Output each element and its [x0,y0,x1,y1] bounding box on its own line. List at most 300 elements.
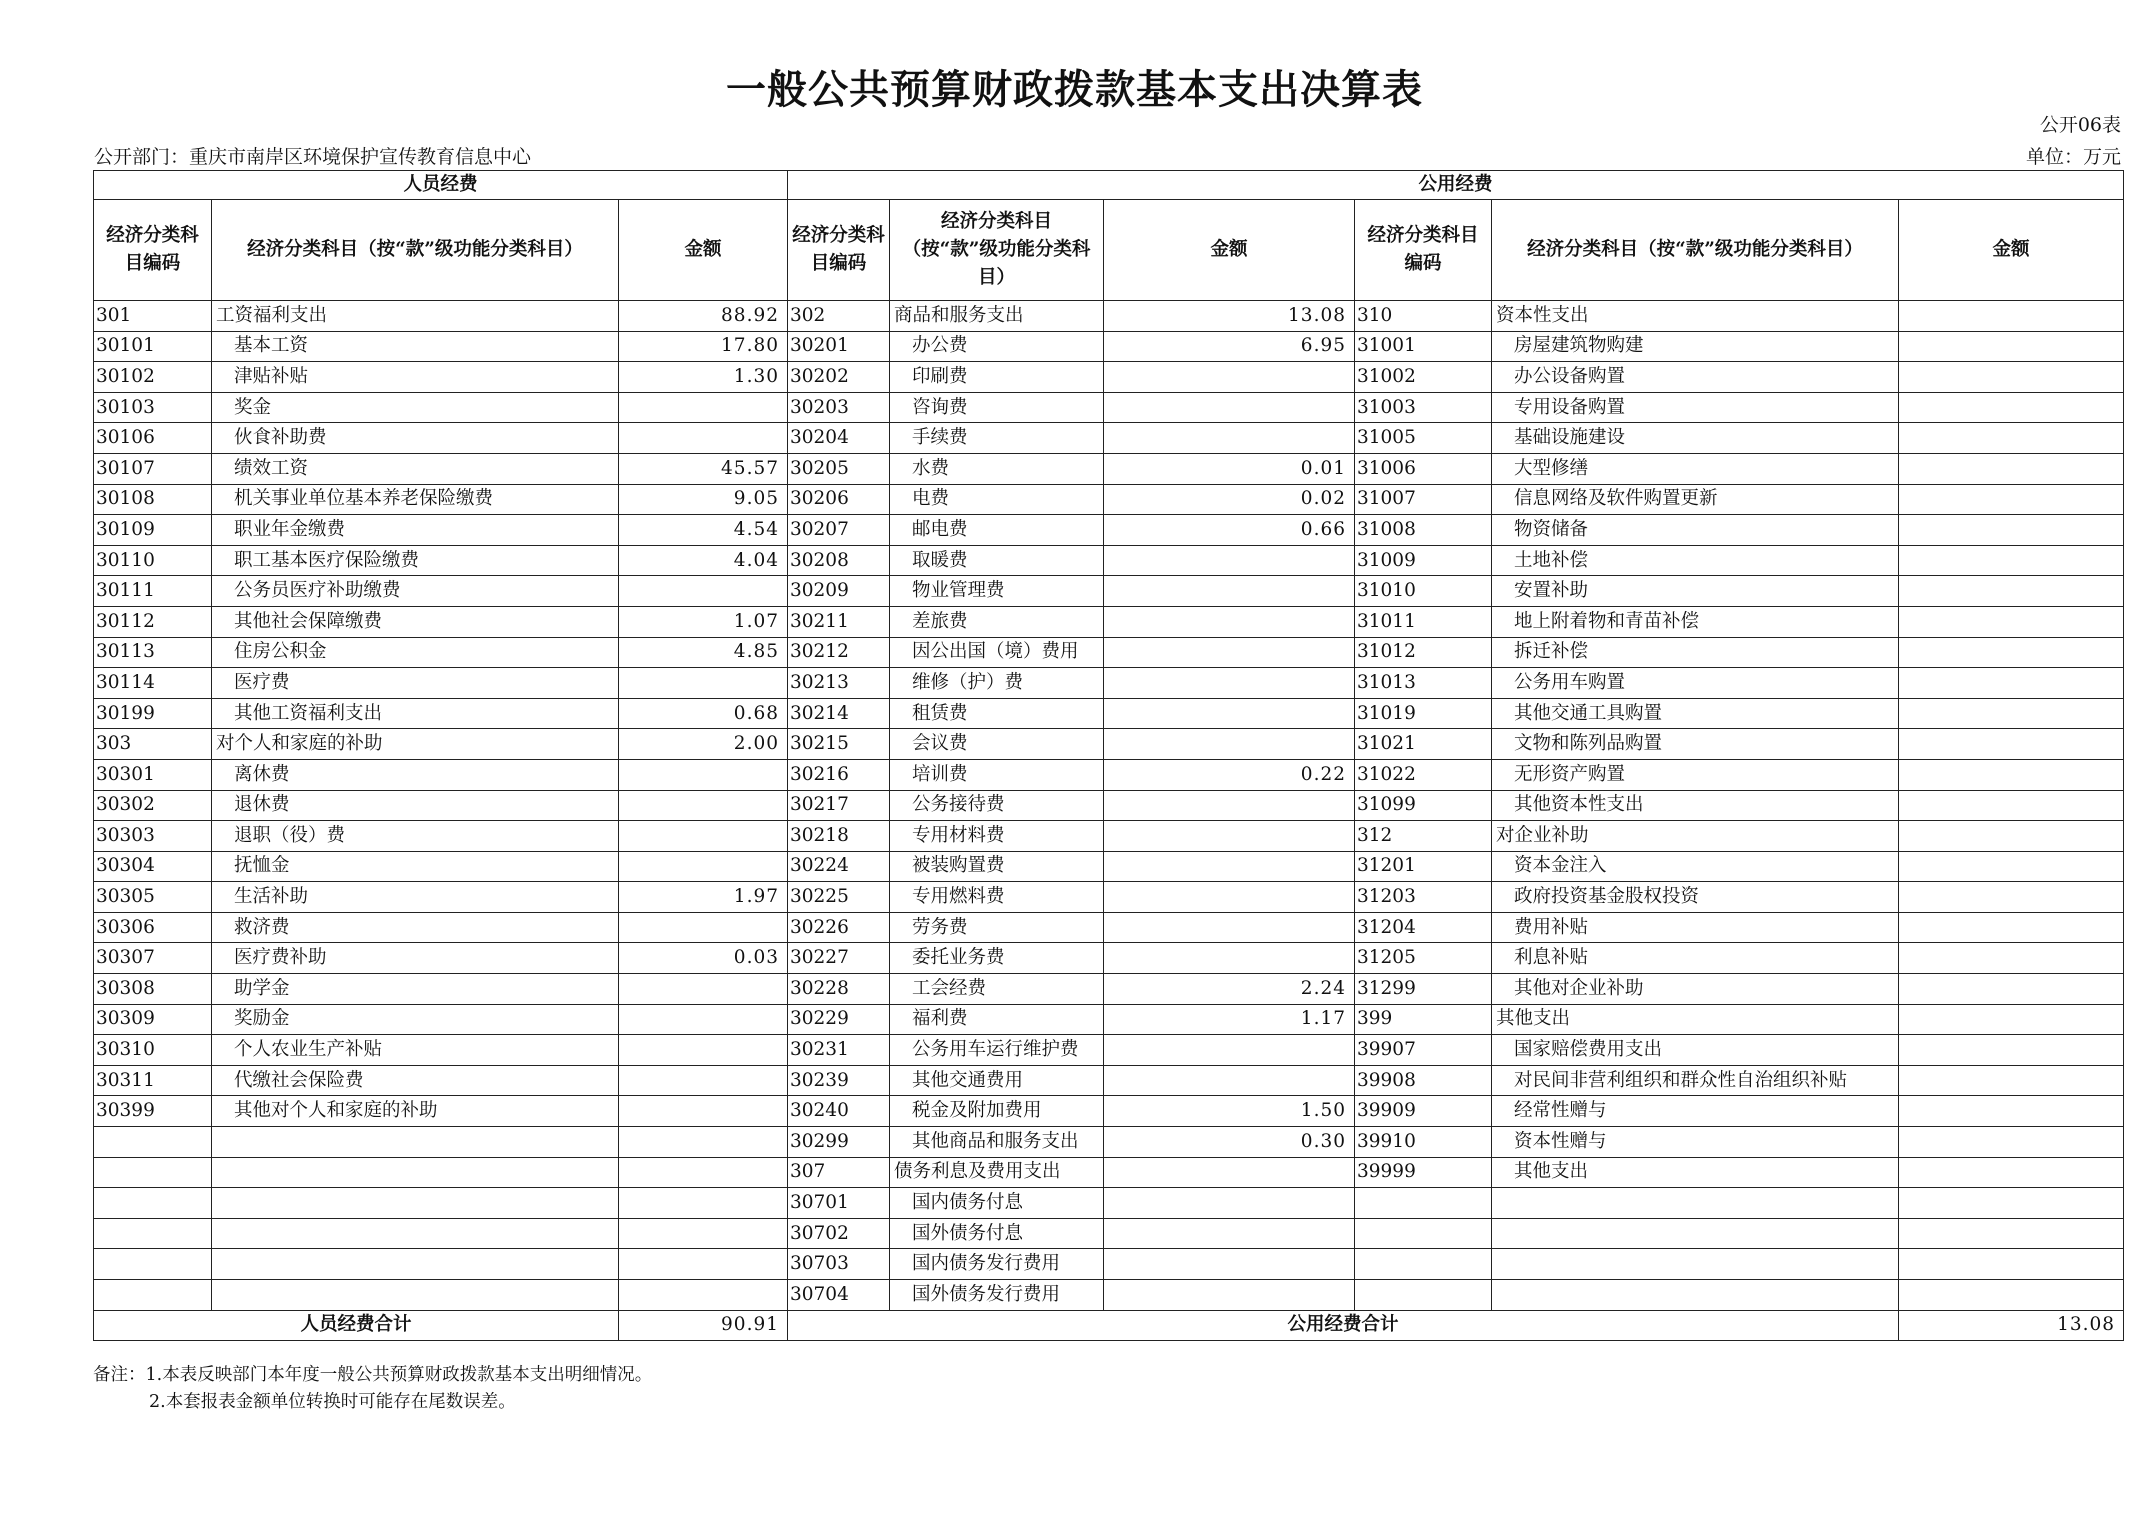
item-name: 其他商品和服务支出 [890,1127,1104,1158]
item-amount: 88.92 [619,301,788,332]
item-amount: 1.30 [619,362,788,393]
table-row [94,515,2124,546]
item-code: 30302 [94,790,212,821]
item-name: 大型修缮 [1492,453,1899,484]
item-code [1355,1188,1492,1219]
item-code: 30207 [788,515,890,546]
item-name: 劳务费 [890,912,1104,943]
col-header-name: 经济分类科目（按“款”级功能分类科目） [890,200,1104,301]
item-amount [1104,1249,1355,1280]
item-code: 303 [94,729,212,760]
item-code: 31002 [1355,362,1492,393]
item-name: 代缴社会保险费 [212,1065,619,1096]
table-row [94,637,2124,668]
item-amount: 2.00 [619,729,788,760]
item-code: 30215 [788,729,890,760]
item-amount [1104,545,1355,576]
item-amount [1104,882,1355,913]
col-header-amount: 金额 [619,200,788,301]
item-name: 工资福利支出 [212,301,619,332]
item-name: 住房公积金 [212,637,619,668]
item-amount [1104,912,1355,943]
item-code [94,1249,212,1280]
item-code: 30226 [788,912,890,943]
item-code [94,1127,212,1158]
item-name: 被装购置费 [890,851,1104,882]
item-name: 工会经费 [890,974,1104,1005]
item-name: 债务利息及费用支出 [890,1157,1104,1188]
item-code: 30299 [788,1127,890,1158]
item-code: 30202 [788,362,890,393]
item-name: 其他交通工具购置 [1492,698,1899,729]
col-header-code: 经济分类科目编码 [1355,200,1492,301]
item-code: 39909 [1355,1096,1492,1127]
item-name: 对企业补助 [1492,821,1899,852]
col-header-name: 经济分类科目（按“款”级功能分类科目） [1492,200,1899,301]
item-code: 30704 [788,1280,890,1311]
item-code: 39999 [1355,1157,1492,1188]
item-code: 30199 [94,698,212,729]
item-code: 30102 [94,362,212,393]
item-code: 31204 [1355,912,1492,943]
item-code [94,1218,212,1249]
item-amount [619,1035,788,1066]
table-row [94,362,2124,393]
item-name [212,1280,619,1311]
item-code: 31203 [1355,882,1492,913]
item-code: 30209 [788,576,890,607]
item-amount [1899,1035,2124,1066]
table-row [94,974,2124,1005]
item-code: 30109 [94,515,212,546]
item-name: 国内债务发行费用 [890,1249,1104,1280]
item-amount [619,1004,788,1035]
item-code: 312 [1355,821,1492,852]
item-amount [1104,729,1355,760]
item-amount: 0.66 [1104,515,1355,546]
item-name: 拆迁补偿 [1492,637,1899,668]
item-name: 手续费 [890,423,1104,454]
col-header-amount: 金额 [1899,200,2124,301]
item-code: 31012 [1355,637,1492,668]
item-name: 办公费 [890,331,1104,362]
item-code: 30228 [788,974,890,1005]
table-row [94,453,2124,484]
item-amount [1899,331,2124,362]
item-code: 31013 [1355,668,1492,699]
item-amount [619,1096,788,1127]
item-code [94,1188,212,1219]
item-name: 国家赔偿费用支出 [1492,1035,1899,1066]
item-name [1492,1249,1899,1280]
item-amount: 9.05 [619,484,788,515]
department-name: 重庆市南岸区环境保护宣传教育信息中心 [189,146,532,168]
table-row [94,606,2124,637]
item-code: 39910 [1355,1127,1492,1158]
item-name: 费用补贴 [1492,912,1899,943]
item-code: 31005 [1355,423,1492,454]
item-name: 专用燃料费 [890,882,1104,913]
item-name: 委托业务费 [890,943,1104,974]
item-name: 对民间非营利组织和群众性自治组织补贴 [1492,1065,1899,1096]
item-name: 文物和陈列品购置 [1492,729,1899,760]
form-number: 公开06表 [2039,114,2121,136]
item-code: 30204 [788,423,890,454]
item-amount [1104,668,1355,699]
table-row [94,1004,2124,1035]
item-amount [1104,1218,1355,1249]
item-amount: 1.17 [1104,1004,1355,1035]
item-name: 其他对个人和家庭的补助 [212,1096,619,1127]
item-name: 专用设备购置 [1492,392,1899,423]
notes [93,1362,652,1416]
item-name: 租赁费 [890,698,1104,729]
item-amount [1899,1004,2124,1035]
table-row [94,790,2124,821]
item-amount: 6.95 [1104,331,1355,362]
item-amount: 4.85 [619,637,788,668]
item-name: 公务用车购置 [1492,668,1899,699]
item-amount [619,1157,788,1188]
unit-label: 单位：万元 [2025,146,2121,168]
item-code: 30703 [788,1249,890,1280]
item-name: 咨询费 [890,392,1104,423]
note-2: 2.本套报表金额单位转换时可能存在尾数误差。 [149,1392,516,1412]
item-amount [619,1065,788,1096]
item-code: 31019 [1355,698,1492,729]
expenditure-table [93,170,2124,1341]
item-amount [1899,821,2124,852]
item-name: 福利费 [890,1004,1104,1035]
item-amount: 1.07 [619,606,788,637]
item-name: 公务接待费 [890,790,1104,821]
table-row [94,1280,2124,1311]
item-amount: 0.30 [1104,1127,1355,1158]
item-amount: 1.50 [1104,1096,1355,1127]
item-amount: 13.08 [1104,301,1355,332]
item-code: 310 [1355,301,1492,332]
item-amount [619,576,788,607]
item-amount [1899,423,2124,454]
item-code: 31009 [1355,545,1492,576]
item-code: 30217 [788,790,890,821]
item-amount [1899,515,2124,546]
item-code: 30211 [788,606,890,637]
item-amount [1899,1096,2124,1127]
item-code: 30310 [94,1035,212,1066]
item-name: 基础设施建设 [1492,423,1899,454]
item-code: 31006 [1355,453,1492,484]
col-header-name: 经济分类科目（按“款”级功能分类科目） [212,200,619,301]
table-row [94,423,2124,454]
table-row [94,484,2124,515]
item-name: 专用材料费 [890,821,1104,852]
item-amount: 45.57 [619,453,788,484]
item-name: 职业年金缴费 [212,515,619,546]
item-amount [1104,1065,1355,1096]
item-code: 30231 [788,1035,890,1066]
item-name: 信息网络及软件购置更新 [1492,484,1899,515]
item-amount [619,851,788,882]
table-row [94,1188,2124,1219]
item-code: 31003 [1355,392,1492,423]
item-name: 安置补助 [1492,576,1899,607]
item-name [212,1249,619,1280]
table-row [94,1249,2124,1280]
item-code: 30240 [788,1096,890,1127]
item-amount [1899,974,2124,1005]
item-code: 31007 [1355,484,1492,515]
item-name: 资本性赠与 [1492,1127,1899,1158]
item-code: 30311 [94,1065,212,1096]
item-code: 30229 [788,1004,890,1035]
item-name: 伙食补助费 [212,423,619,454]
item-amount [1104,423,1355,454]
totals-row [94,1310,2124,1341]
item-name: 商品和服务支出 [890,301,1104,332]
item-code: 302 [788,301,890,332]
item-amount [619,759,788,790]
item-code: 39908 [1355,1065,1492,1096]
item-code: 30113 [94,637,212,668]
item-amount [1899,1188,2124,1219]
item-code: 307 [788,1157,890,1188]
item-name: 绩效工资 [212,453,619,484]
item-name: 维修（护）费 [890,668,1104,699]
item-code: 31201 [1355,851,1492,882]
item-amount [619,974,788,1005]
item-amount [1104,1280,1355,1311]
item-code: 30214 [788,698,890,729]
item-code: 30399 [94,1096,212,1127]
item-name: 个人农业生产补贴 [212,1035,619,1066]
item-name [212,1127,619,1158]
item-code: 30701 [788,1188,890,1219]
item-code: 30206 [788,484,890,515]
item-amount: 1.97 [619,882,788,913]
item-name: 离休费 [212,759,619,790]
item-amount [1104,362,1355,393]
public-total-label: 公用经费合计 [788,1310,1899,1341]
item-amount [1104,851,1355,882]
item-amount [1899,576,2124,607]
item-name: 生活补助 [212,882,619,913]
item-amount: 4.04 [619,545,788,576]
table-row [94,851,2124,882]
item-name: 其他社会保障缴费 [212,606,619,637]
item-amount [619,1127,788,1158]
table-row [94,1035,2124,1066]
item-name: 差旅费 [890,606,1104,637]
item-amount [1899,851,2124,882]
item-code: 30213 [788,668,890,699]
note-1: 备注：1.本表反映部门本年度一般公共预算财政拨款基本支出明细情况。 [93,1365,653,1385]
table-row [94,1065,2124,1096]
table-body [94,301,2124,1311]
item-amount [1899,453,2124,484]
item-code: 30308 [94,974,212,1005]
item-amount [1104,1035,1355,1066]
item-amount [1899,668,2124,699]
item-code: 30201 [788,331,890,362]
item-amount [1899,484,2124,515]
item-name: 医疗费补助 [212,943,619,974]
department-label: 公开部门： [94,146,190,168]
item-code [94,1280,212,1311]
item-amount [619,821,788,852]
item-code [1355,1249,1492,1280]
item-amount [1104,790,1355,821]
item-code: 30225 [788,882,890,913]
item-name: 土地补偿 [1492,545,1899,576]
table-row [94,1218,2124,1249]
item-name: 助学金 [212,974,619,1005]
item-amount [619,1249,788,1280]
item-name: 医疗费 [212,668,619,699]
item-code: 30106 [94,423,212,454]
item-code: 30304 [94,851,212,882]
item-code: 30114 [94,668,212,699]
item-name: 国内债务付息 [890,1188,1104,1219]
item-name: 取暖费 [890,545,1104,576]
item-name: 公务用车运行维护费 [890,1035,1104,1066]
item-code: 30303 [94,821,212,852]
item-name [1492,1218,1899,1249]
item-code: 30305 [94,882,212,913]
item-code: 30101 [94,331,212,362]
item-name: 物业管理费 [890,576,1104,607]
item-name: 电费 [890,484,1104,515]
table-row [94,301,2124,332]
item-name: 无形资产购置 [1492,759,1899,790]
item-amount [1899,698,2124,729]
item-code: 30224 [788,851,890,882]
item-code: 30307 [94,943,212,974]
item-amount [1899,1127,2124,1158]
item-amount [619,668,788,699]
item-amount [1899,759,2124,790]
item-code: 30108 [94,484,212,515]
item-name: 因公出国（境）费用 [890,637,1104,668]
item-name: 政府投资基金股权投资 [1492,882,1899,913]
item-code: 30205 [788,453,890,484]
page-title: 一般公共预算财政拨款基本支出决算表 [726,66,1423,113]
item-amount [1899,1218,2124,1249]
item-name: 会议费 [890,729,1104,760]
item-name: 地上附着物和青苗补偿 [1492,606,1899,637]
item-code: 30208 [788,545,890,576]
item-name: 其他交通费用 [890,1065,1104,1096]
item-code: 39907 [1355,1035,1492,1066]
item-name: 职工基本医疗保险缴费 [212,545,619,576]
item-amount [1899,1065,2124,1096]
item-name [212,1157,619,1188]
item-code: 301 [94,301,212,332]
item-name [212,1188,619,1219]
item-amount [1104,637,1355,668]
item-amount [1899,882,2124,913]
item-name: 邮电费 [890,515,1104,546]
item-name: 培训费 [890,759,1104,790]
item-name: 奖励金 [212,1004,619,1035]
table-row [94,912,2124,943]
item-code: 30107 [94,453,212,484]
item-code [1355,1218,1492,1249]
item-amount: 2.24 [1104,974,1355,1005]
item-code: 30702 [788,1218,890,1249]
item-amount [1899,637,2124,668]
table-row [94,729,2124,760]
item-amount [619,1188,788,1219]
item-code [94,1157,212,1188]
item-name: 国外债务付息 [890,1218,1104,1249]
item-amount [1899,392,2124,423]
item-amount [1899,729,2124,760]
item-code: 31011 [1355,606,1492,637]
item-amount [1104,1188,1355,1219]
item-code: 31205 [1355,943,1492,974]
item-code: 30306 [94,912,212,943]
item-amount [619,392,788,423]
item-amount [1899,606,2124,637]
item-amount [1899,1249,2124,1280]
item-name [1492,1280,1899,1311]
item-name: 公务员医疗补助缴费 [212,576,619,607]
item-amount [1899,1280,2124,1311]
item-name: 退休费 [212,790,619,821]
item-amount: 4.54 [619,515,788,546]
item-name: 经常性赠与 [1492,1096,1899,1127]
item-name: 奖金 [212,392,619,423]
item-name: 基本工资 [212,331,619,362]
table-row [94,882,2124,913]
item-name: 其他支出 [1492,1157,1899,1188]
item-name: 税金及附加费用 [890,1096,1104,1127]
item-amount [1899,790,2124,821]
item-amount [619,912,788,943]
item-amount: 0.02 [1104,484,1355,515]
table-row [94,821,2124,852]
item-name: 其他支出 [1492,1004,1899,1035]
table-row [94,545,2124,576]
item-code [1355,1280,1492,1311]
item-amount [1104,698,1355,729]
item-code: 31008 [1355,515,1492,546]
item-amount: 0.01 [1104,453,1355,484]
item-code: 30309 [94,1004,212,1035]
section-personnel-header: 人员经费 [94,171,788,200]
item-amount [1104,576,1355,607]
item-name: 资本性支出 [1492,301,1899,332]
personnel-total-label: 人员经费合计 [94,1310,619,1341]
col-header-code: 经济分类科目编码 [788,200,890,301]
item-amount [1104,606,1355,637]
item-code: 30216 [788,759,890,790]
table-row [94,1157,2124,1188]
item-name: 办公设备购置 [1492,362,1899,393]
item-code: 31021 [1355,729,1492,760]
item-name: 国外债务发行费用 [890,1280,1104,1311]
item-amount: 17.80 [619,331,788,362]
table-row [94,1127,2124,1158]
item-amount: 0.22 [1104,759,1355,790]
item-code: 30227 [788,943,890,974]
item-code: 30212 [788,637,890,668]
item-code: 30112 [94,606,212,637]
item-amount [1899,362,2124,393]
item-name: 津贴补贴 [212,362,619,393]
item-name: 物资储备 [1492,515,1899,546]
